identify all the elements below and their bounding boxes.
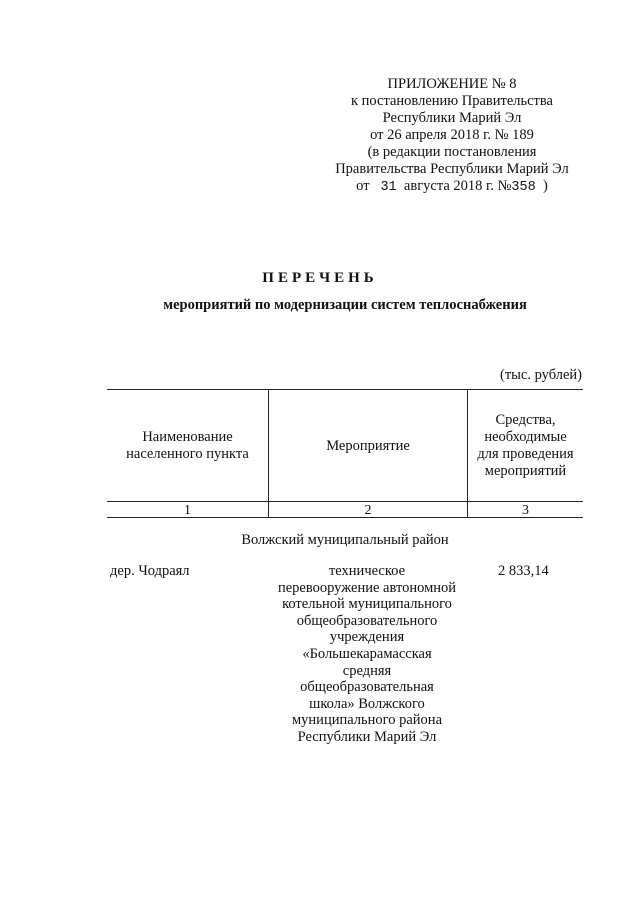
district-section-heading: Волжский муниципальный район [241, 532, 449, 548]
appendix-handwritten-day: 31 [380, 180, 397, 195]
column-number-1: 1 [184, 503, 191, 518]
column-header-funds [468, 390, 583, 502]
table-header [107, 389, 583, 518]
document-title: ПЕРЕЧЕНЬ [262, 270, 378, 286]
appendix-line-2: к постановлению Правительства [351, 93, 553, 109]
column-header-settlement-line-2: населенного пункта [126, 446, 249, 462]
column-header-funds-line-4: мероприятий [484, 463, 567, 479]
appendix-line-1: ПРИЛОЖЕНИЕ № 8 [387, 76, 517, 92]
measure-line: общеобразовательного [296, 612, 438, 629]
measure-line: школа» Волжского [309, 695, 425, 712]
measure-line: общеобразовательная [300, 679, 434, 696]
measure-line: «Большекарамасская [302, 645, 432, 662]
measure-line: учреждения [329, 629, 405, 646]
appendix-date-prefix: от [356, 178, 370, 194]
column-header-settlement [107, 390, 268, 502]
measure-line: средняя [342, 662, 392, 679]
appendix-date-middle: августа 2018 г. № [403, 178, 512, 194]
column-number-3: 3 [522, 503, 529, 518]
measure-line: котельной муниципального [282, 596, 452, 613]
unit-note: (тыс. рублей) [500, 367, 582, 383]
appendix-block [318, 76, 586, 196]
measure-line: техническое [328, 563, 406, 579]
appendix-line-3: Республики Марий Эл [382, 110, 522, 126]
column-number-2: 2 [364, 503, 372, 518]
appendix-line-5: (в редакции постановления [367, 144, 537, 160]
measure-line: муниципального района [292, 712, 442, 729]
column-header-measure-line-1: Мероприятие [326, 437, 410, 454]
measure-line: перевооружение автономной [277, 579, 457, 596]
column-header-settlement-line-1: Наименование [142, 429, 233, 445]
column-header-funds-line-3: для проведения [477, 446, 574, 462]
row-settlement: дер. Чодраял [110, 563, 190, 579]
column-header-funds-line-1: Средства, [495, 412, 556, 428]
appendix-line-4: от 26 апреля 2018 г. № 189 [370, 127, 534, 143]
document-subtitle: мероприятий по модернизации систем теплоснабжения [163, 297, 527, 313]
appendix-line-6: Правительства Республики Марий Эл [335, 161, 569, 177]
column-header-funds-line-2: необходимые [484, 429, 567, 445]
row-measure [256, 563, 478, 746]
column-header-measure [269, 390, 467, 502]
measure-line: Республики Марий Эл [297, 728, 437, 745]
appendix-line-7 [318, 178, 586, 196]
appendix-handwritten-number: 358 [511, 180, 536, 195]
appendix-date-suffix: ) [542, 178, 548, 194]
row-amount: 2 833,14 [498, 563, 549, 579]
